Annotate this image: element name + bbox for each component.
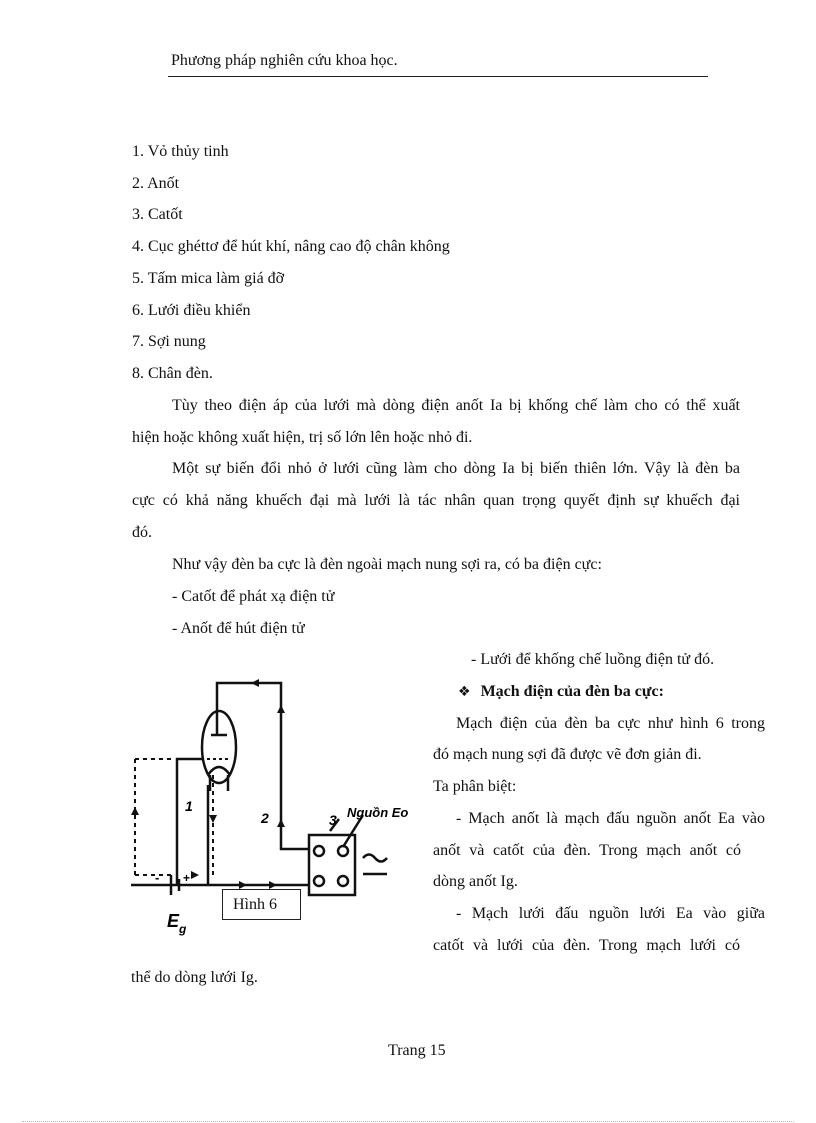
list-item: 2. Anốt <box>132 175 180 192</box>
paragraph-line: cực có khả năng khuếch đại mà lưới là tác nhân quan trọng quyết định sự khuếch đại <box>132 492 740 509</box>
header-rule <box>168 76 708 77</box>
page-bottom-border <box>22 1121 794 1122</box>
electrode-item: - Lưới để khống chế luồng điện tử đó. <box>471 651 715 668</box>
paragraph-line: Tùy theo điện áp của lưới mà dòng điện anốt Ia bị khống chế làm cho có thể xuất <box>172 397 740 414</box>
grid-wire <box>177 759 203 885</box>
electrode-item: - Anốt để hút điện tử <box>172 620 305 637</box>
source-label: Nguồn Eo <box>347 805 409 820</box>
paragraph-line: - Mạch anốt là mạch đấu nguồn anốt Ea vào <box>456 810 765 827</box>
label-3: 3 <box>329 812 337 828</box>
paragraph-line: Như vậy đèn ba cực là đèn ngoài mạch nung sợi ra, có ba điện cực: <box>172 556 602 573</box>
plus-sign: + <box>183 871 191 885</box>
list-item: 1. Vỏ thủy tinh <box>132 143 229 160</box>
paragraph-line: đó mạch nung sợi đã được vẽ đơn giản đi. <box>433 746 702 763</box>
list-item: 4. Cục ghéttơ để hút khí, nâng cao độ chân không <box>132 238 450 255</box>
label-2: 2 <box>261 810 269 826</box>
tube-envelope <box>202 711 236 783</box>
paragraph-line: dòng anốt Ig. <box>433 873 518 890</box>
list-item: 8. Chân đèn. <box>132 365 213 382</box>
electrode-item: - Catốt để phát xạ điện tử <box>172 588 335 605</box>
paragraph-line: Một sự biến đổi nhỏ ở lưới cũng làm cho dòng Ia bị biến thiên lớn. Vậy là đèn ba <box>172 460 740 477</box>
label-1: 1 <box>185 798 193 814</box>
list-item: 5. Tấm mica làm giá đỡ <box>132 270 285 287</box>
list-item: 6. Lưới điều khiển <box>132 302 251 319</box>
diamond-bullet-icon: ❖ <box>458 684 471 700</box>
list-item: 3. Catốt <box>132 206 183 223</box>
paragraph-line: Mạch điện của đèn ba cực như hình 6 trong <box>456 715 765 732</box>
section-title: Mạch điện của đèn ba cực: <box>480 683 664 700</box>
paragraph-line: - Mạch lưới đấu nguồn lưới Ea vào giữa <box>456 905 765 922</box>
eg-subscript: g <box>179 922 187 936</box>
paragraph-line: hiện hoặc không xuất hiện, trị số lớn lên hoặc nhỏ đi. <box>132 429 473 446</box>
paragraph-line: đó. <box>132 524 152 541</box>
header-title: Phương pháp nghiên cứu khoa học. <box>171 52 398 69</box>
minus-sign: - <box>155 870 160 885</box>
figure-caption: Hình 6 <box>222 889 301 920</box>
section-heading <box>458 683 664 701</box>
paragraph-line: anốt và catốt của đèn. Trong mạch anốt có <box>433 842 741 859</box>
eg-label: E <box>167 911 180 931</box>
page-number: Trang 15 <box>388 1042 446 1059</box>
paragraph-line: catốt và lưới của đèn. Trong mạch lưới có <box>433 937 740 954</box>
list-item: 7. Sợi nung <box>132 333 206 350</box>
ac-symbol <box>363 855 387 875</box>
paragraph-line: Ta phân biệt: <box>433 778 517 795</box>
paragraph-tail: thể do dòng lưới Ig. <box>131 969 258 986</box>
